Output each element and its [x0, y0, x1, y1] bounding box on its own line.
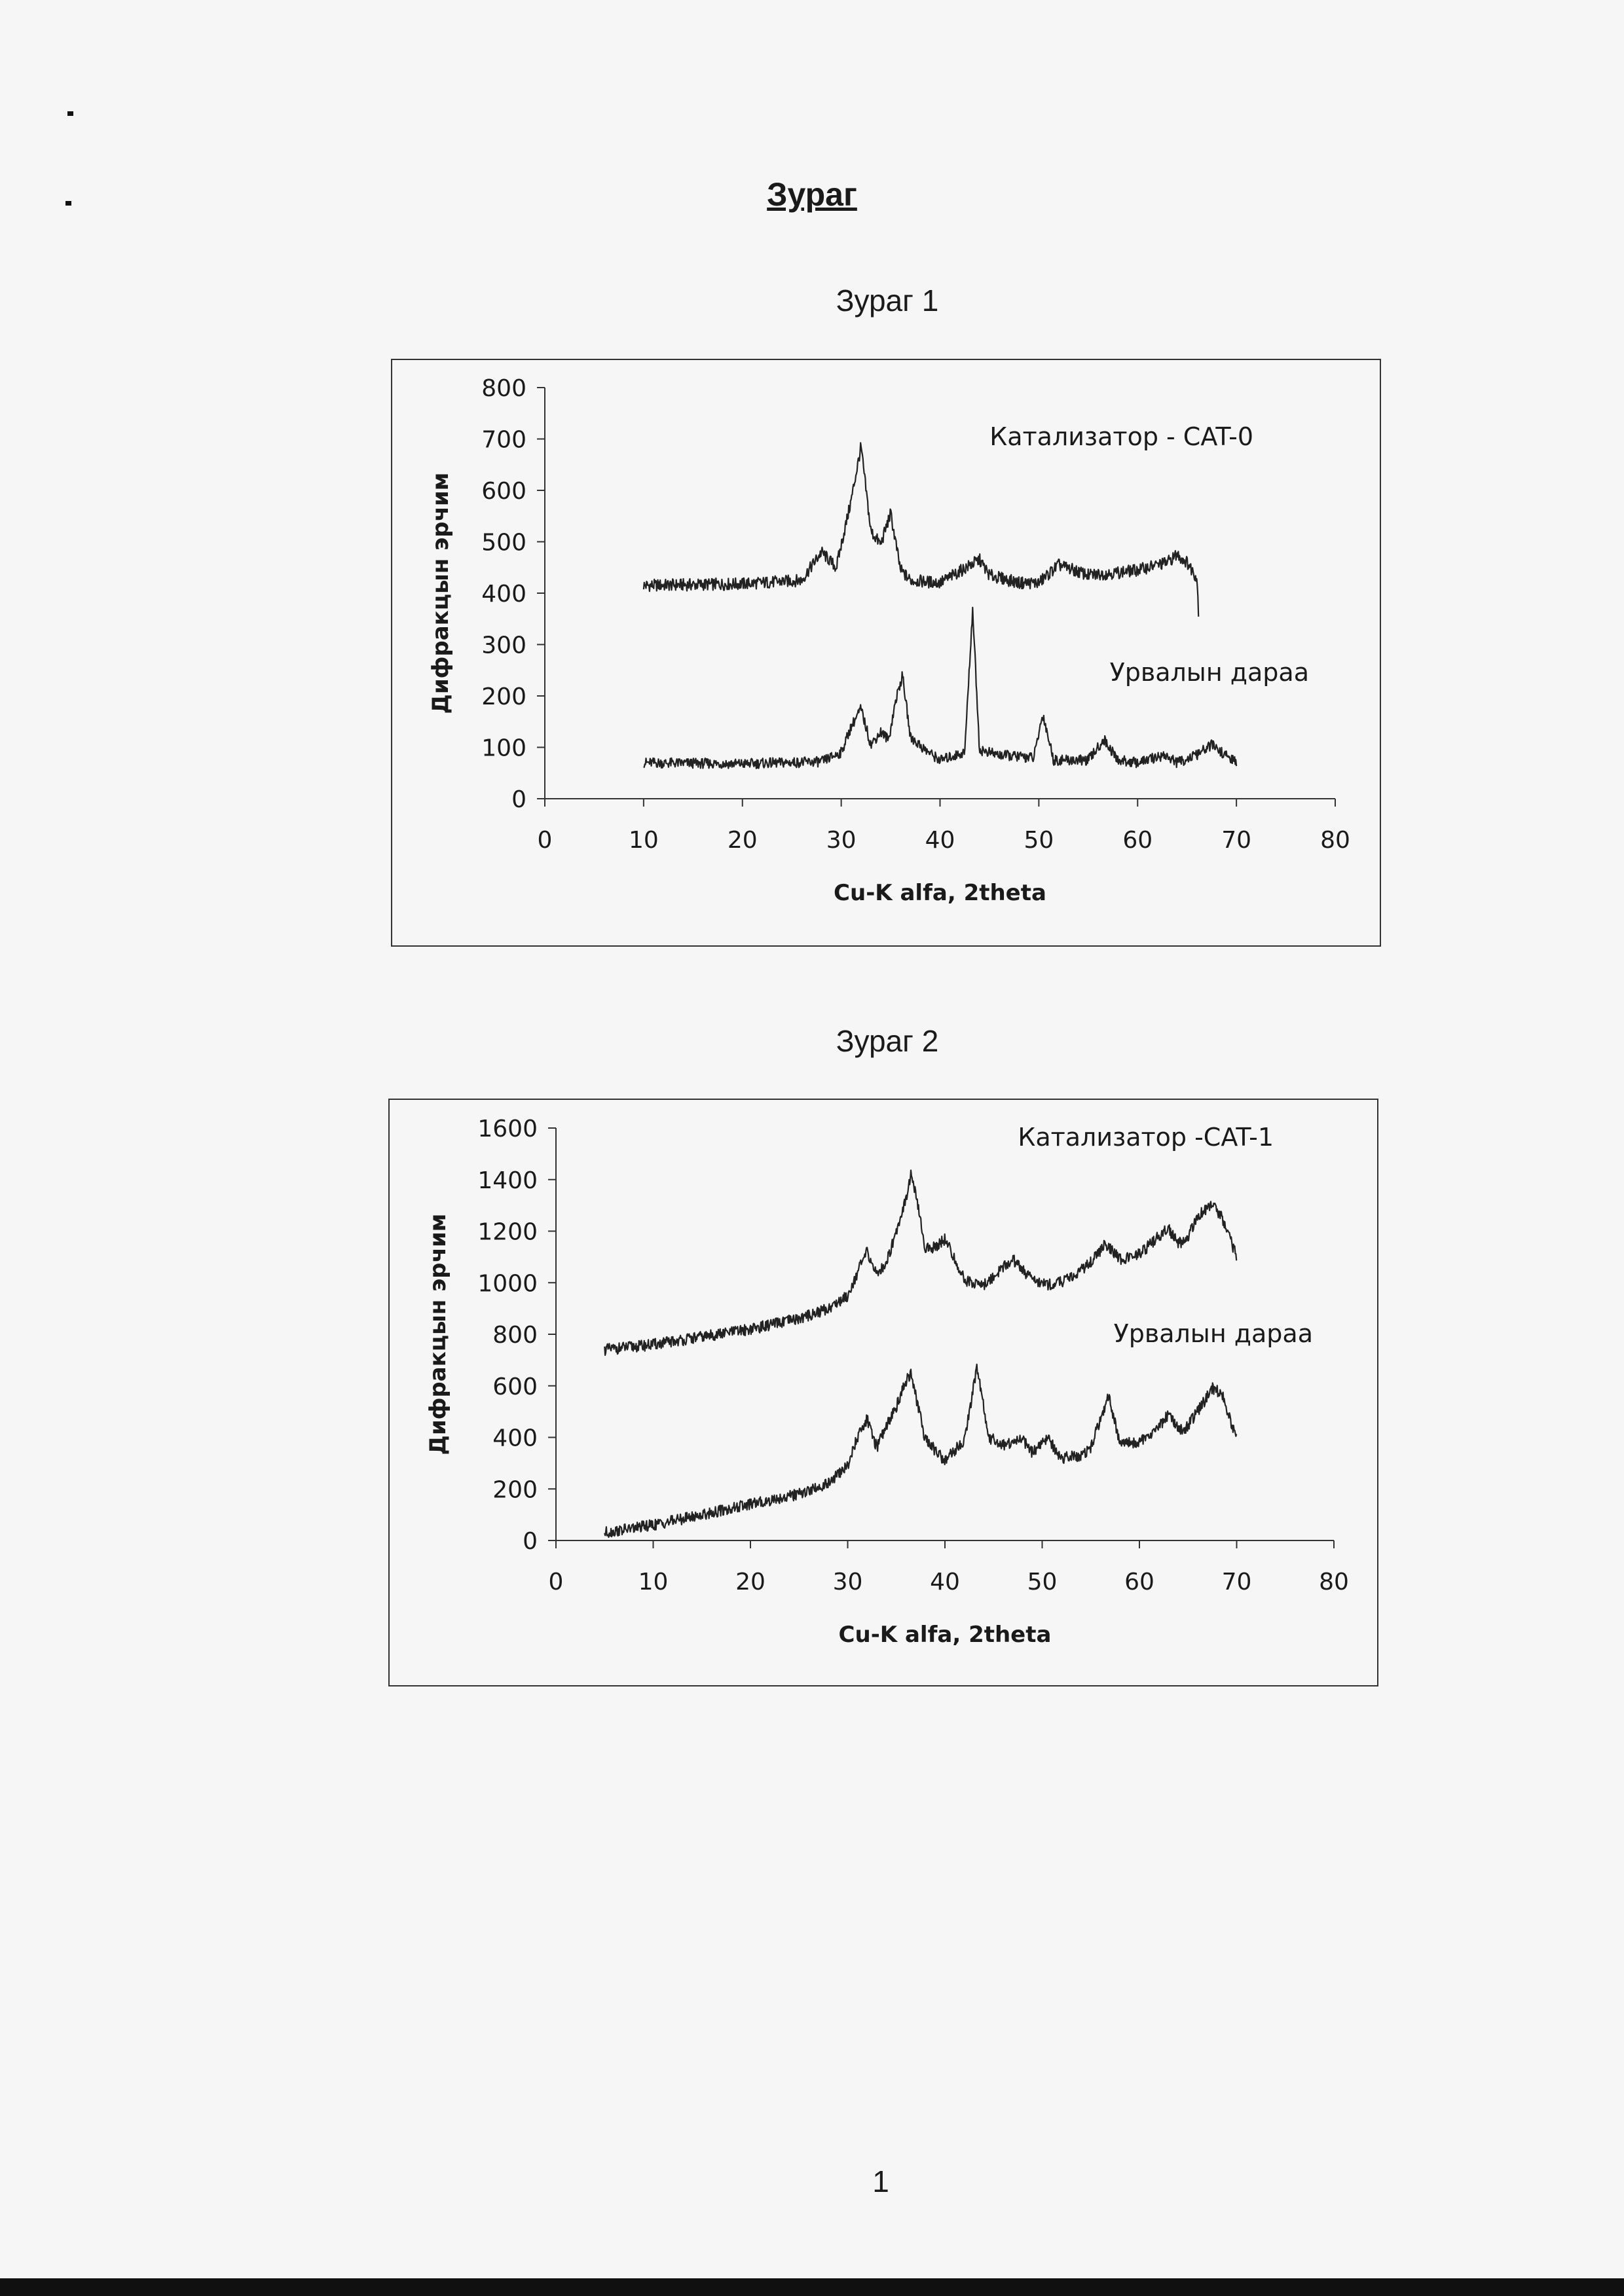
page-number: 1: [872, 2164, 889, 2198]
x-tick-label: 20: [735, 1569, 766, 1595]
x-tick-label: 80: [1320, 827, 1350, 854]
x-tick-label: 50: [1024, 827, 1054, 854]
y-tick-label: 700: [481, 426, 526, 454]
y-tick-label: 300: [481, 632, 526, 659]
series-line: [644, 443, 1198, 617]
x-tick-label: 0: [537, 827, 553, 854]
series-label: Катализатор - CAT-0: [989, 422, 1253, 451]
y-tick-label: 0: [511, 786, 526, 813]
x-axis-label: Cu-K alfa, 2theta: [834, 880, 1046, 906]
y-tick-label: 100: [481, 735, 526, 762]
y-tick-label: 1200: [477, 1218, 538, 1246]
page-heading: Зураг: [767, 176, 857, 213]
figure-1-chart: [391, 359, 1381, 947]
series-line: [604, 1364, 1236, 1537]
y-tick-label: 800: [492, 1322, 538, 1349]
x-tick-label: 30: [832, 1569, 863, 1595]
x-tick-label: 10: [638, 1569, 669, 1595]
x-tick-label: 50: [1027, 1569, 1058, 1595]
x-tick-label: 60: [1122, 827, 1153, 854]
figure-2-plot: [390, 1100, 1377, 1685]
y-tick-label: 1000: [477, 1270, 538, 1298]
series-label: Урвалын дараа: [1113, 1319, 1313, 1348]
figure-2-title: Зураг 2: [836, 1024, 939, 1058]
y-tick-label: 600: [481, 478, 526, 505]
y-tick-label: 800: [481, 375, 526, 402]
y-axis-label: Дифракцын эрчим: [428, 472, 454, 714]
x-tick-label: 40: [925, 827, 955, 854]
series-label: Катализатор -CAT-1: [1018, 1123, 1274, 1152]
y-tick-label: 1400: [477, 1167, 538, 1194]
x-tick-label: 0: [548, 1569, 564, 1595]
y-tick-label: 600: [492, 1373, 538, 1400]
y-tick-label: 1600: [477, 1116, 538, 1142]
x-tick-label: 80: [1319, 1569, 1349, 1595]
x-tick-label: 40: [930, 1569, 960, 1595]
y-tick-label: 200: [492, 1476, 538, 1504]
x-tick-label: 70: [1221, 827, 1252, 854]
y-tick-label: 0: [523, 1528, 538, 1555]
y-tick-label: 400: [492, 1425, 538, 1452]
y-tick-label: 200: [481, 683, 526, 710]
y-axis-label: Дифракцын эрчим: [425, 1213, 451, 1455]
x-tick-label: 20: [727, 827, 758, 854]
x-tick-label: 10: [628, 827, 659, 854]
y-tick-label: 400: [481, 581, 526, 608]
x-axis-label: Cu-K alfa, 2theta: [838, 1622, 1052, 1648]
x-tick-label: 60: [1124, 1569, 1154, 1595]
y-tick-label: 500: [481, 529, 526, 556]
x-tick-label: 30: [826, 827, 857, 854]
figure-1-title: Зураг 1: [836, 283, 939, 318]
series-line: [644, 608, 1236, 769]
series-label: Урвалын дараа: [1109, 658, 1309, 687]
figure-2-chart: [388, 1099, 1378, 1686]
figure-1-plot: [392, 360, 1380, 945]
x-tick-label: 70: [1221, 1569, 1252, 1595]
scan-dot: [67, 111, 73, 116]
scan-border: [0, 2278, 1624, 2296]
